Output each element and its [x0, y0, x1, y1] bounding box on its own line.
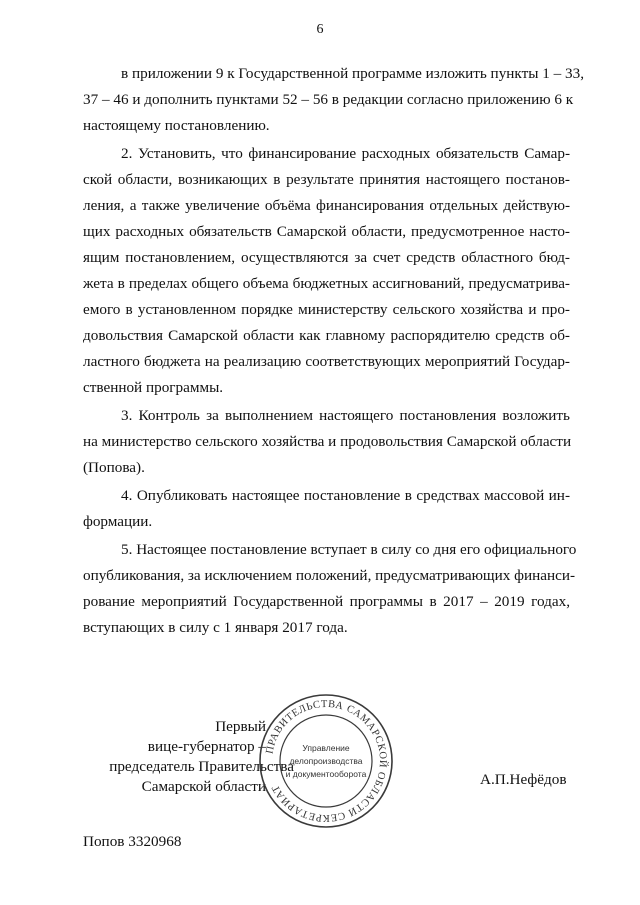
signature-title-line: Самарской области	[141, 778, 266, 795]
text-line: 37 – 46 и дополнить пунктами 52 – 56 в редакции согласно приложению 6 к	[83, 91, 574, 108]
text-line: ской области, возникающих в результате принятия настоящего постанов-	[83, 171, 570, 188]
text-line: щих расходных обязательств Самарской области, предусмотренное насто-	[83, 223, 570, 240]
stamp-center-line: Управление	[302, 743, 350, 753]
text-line: рование мероприятий Государственной программы в 2017 – 2019 годах,	[83, 593, 570, 610]
text-line: формации.	[83, 513, 153, 530]
text-line: настоящему постановлению.	[83, 117, 270, 134]
text-line: довольствия Самарской области как главному распорядителю средств об-	[83, 327, 570, 344]
text-line: опубликования, за исключением положений, предусматривающих финанси-	[83, 567, 576, 584]
text-line: ственной программы.	[83, 379, 224, 396]
text-line: 2. Установить, что финансирование расходных обязательств Самар-	[121, 145, 570, 162]
signature-title-line: Первый	[215, 718, 266, 735]
stamp-center-line: делопроизводства	[289, 756, 363, 766]
official-stamp	[258, 693, 394, 829]
text-line: вступающих в силу с 1 января 2017 года.	[83, 619, 348, 636]
executor-contact: Попов 3320968	[83, 833, 182, 850]
text-line: ящим постановлением, осуществляются за счет средств областного бюд-	[83, 249, 570, 266]
text-line: 5. Настоящее постановление вступает в силу со дня его официального	[121, 541, 577, 558]
text-line: 3. Контроль за выполнением настоящего постановления возложить	[121, 407, 570, 424]
page-number: 6	[316, 22, 324, 37]
stamp-ring-text: ПРАВИТЕЛЬСТВА САМАРСКОЙ ОБЛАСТИ СЕКРЕТАРИАТ	[264, 698, 389, 824]
text-line: емого в установленном порядке министерству сельского хозяйства и про-	[83, 301, 570, 318]
text-line: ластного бюджета на реализацию соответствующих мероприятий Государ-	[83, 353, 570, 370]
text-line: жета в пределах общего объема бюджетных ассигнований, предусматрива-	[83, 275, 570, 292]
signature-title-line: вице-губернатор –	[147, 738, 266, 755]
text-line: в приложении 9 к Государственной программе изложить пункты 1 – 33,	[121, 65, 584, 82]
stamp-center-line: и документооборота	[285, 769, 367, 779]
text-line: на министерство сельского хозяйства и продовольствия Самарской области	[83, 433, 572, 450]
text-line: (Попова).	[83, 459, 145, 476]
signature-title-line: председатель Правительства	[109, 758, 294, 775]
text-line: 4. Опубликовать настоящее постановление в средствах массовой ин-	[121, 487, 570, 504]
signatory-name: А.П.Нефёдов	[480, 771, 567, 788]
text-line: ления, а также увеличение объёма финансирования отдельных действую-	[83, 197, 570, 214]
